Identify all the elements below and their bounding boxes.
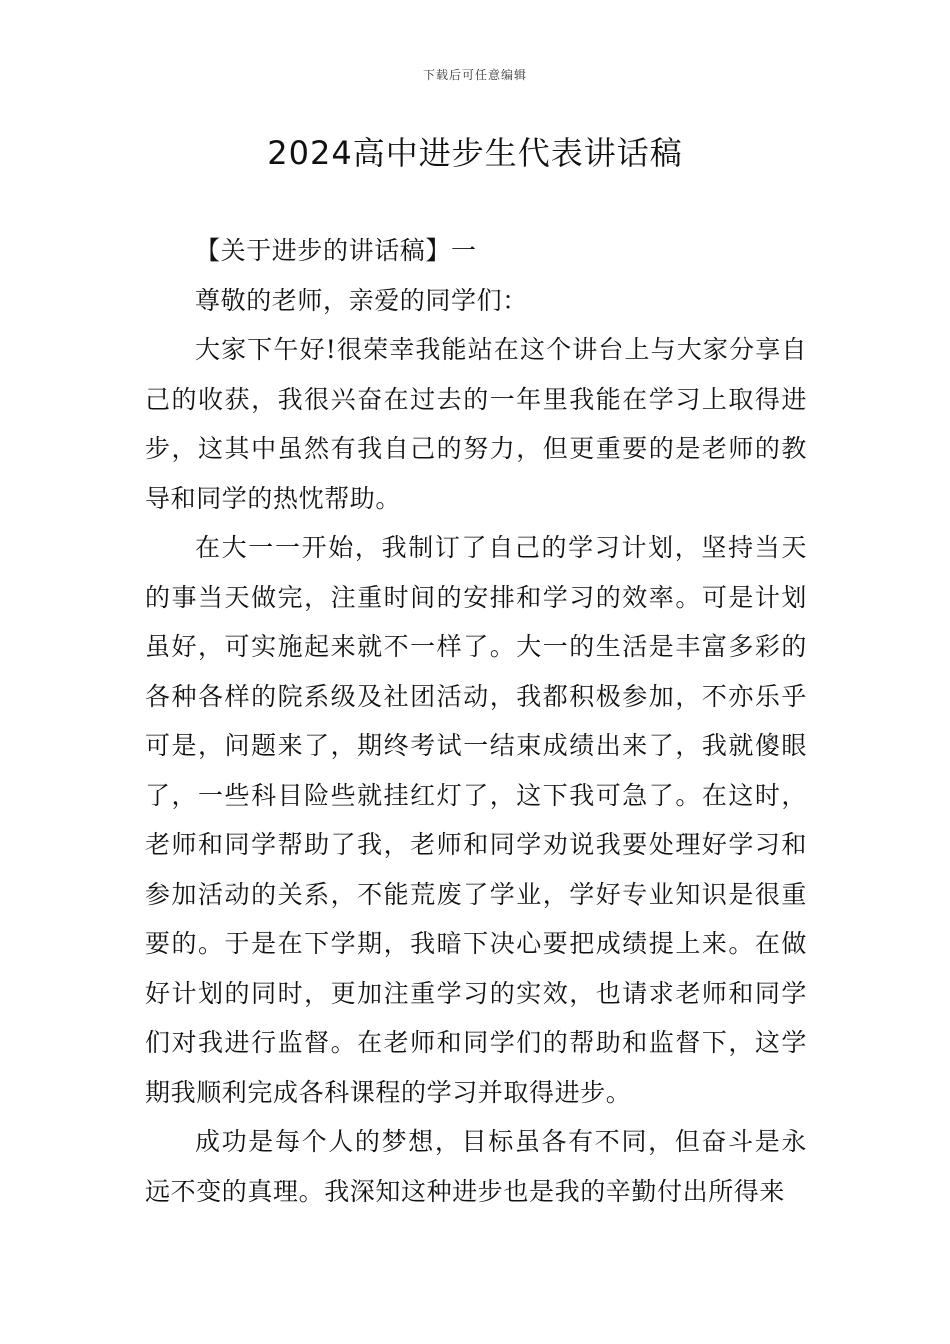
section-heading: 【关于进步的讲话稿】一: [195, 236, 477, 265]
header-note: 下载后可任意编辑: [422, 68, 527, 82]
document-body: [145, 226, 807, 1216]
paragraph: 在大一一开始，我制订了自己的学习计划，坚持当天的事当天做完，注重时间的安排和学习的效率。可是计划虽好，可实施起来就不一样了。大一的生活是丰富多彩的各种各样的院系级及社团活动，我都积极参加，不亦乐乎可是，问题来了，期终考试一结束成绩出来了，我就傻眼了，一些科目险些就挂红灯了，这下我可急了。在这时，老师和同学帮助了我，老师和同学劝说我要处理好学习和参加活动的关系，不能荒废了学业，学好专业知识是很重要的。于是在下学期，我暗下决心要把成绩提上来。在做好计划的同时，更加注重学习的实效，也请求老师和同学们对我进行监督。在老师和同学们的帮助和监督下，这学期我顺利完成各科课程的学习并取得进步。: [145, 533, 807, 1107]
document-title: 2024高中进步生代表讲话稿: [267, 134, 683, 172]
paragraph: 大家下午好!很荣幸我能站在这个讲台上与大家分享自己的收获，我很兴奋在过去的一年里我能在学习上取得进步，这其中虽然有我自己的努力，但更重要的是老师的教导和同学的热忱帮助。: [145, 335, 807, 513]
salutation: 尊敬的老师，亲爱的同学们：: [195, 285, 528, 315]
paragraph: 成功是每个人的梦想，目标虽各有不同，但奋斗是永远不变的真理。我深知这种进步也是我的辛勤付出所得来: [145, 1127, 807, 1206]
